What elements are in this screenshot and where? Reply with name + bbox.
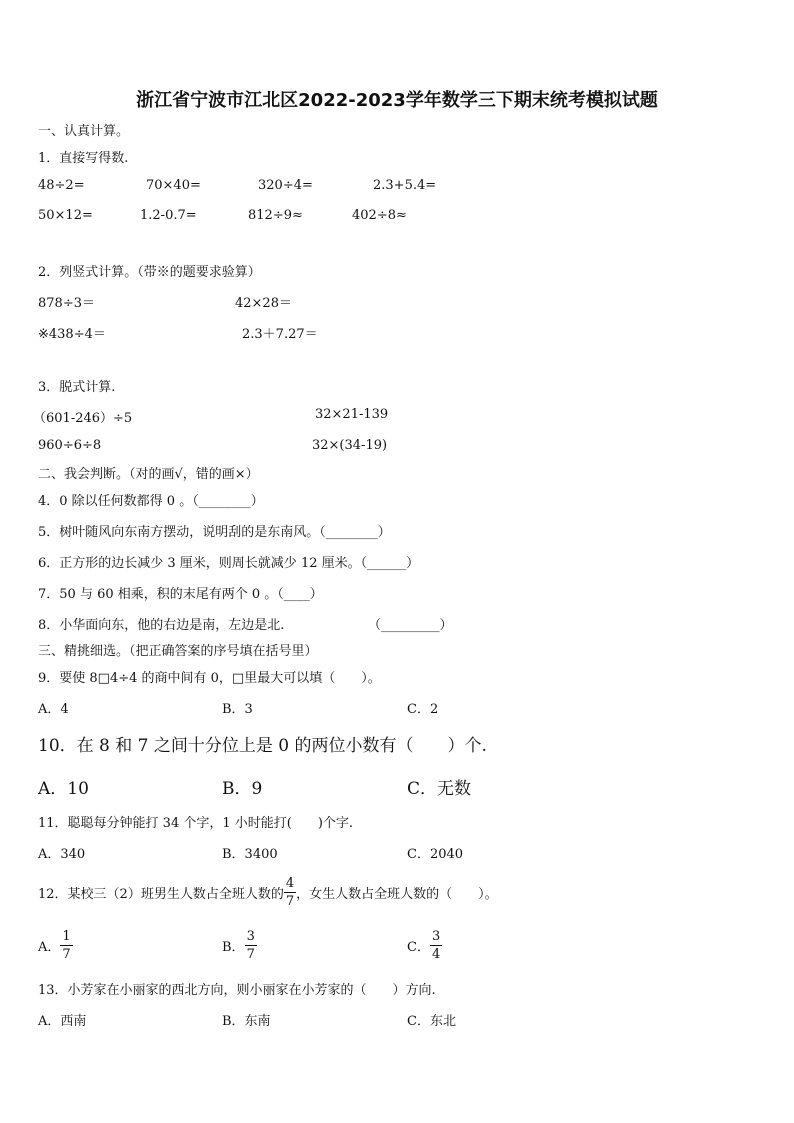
question-1-label: 1．直接写得数. xyxy=(38,151,129,166)
section-2-heading: 二、我会判断。（对的画√，错的画×） xyxy=(38,467,259,482)
fraction-denominator: 7 xyxy=(62,947,71,962)
q1-item: 2.3+5.4= xyxy=(373,178,437,193)
q1-item: 812÷9≈ xyxy=(248,208,303,223)
option-a: A．340 xyxy=(38,847,86,862)
fraction-numerator: 1 xyxy=(62,929,71,944)
option-c: C．2040 xyxy=(407,847,464,862)
option-b xyxy=(222,930,257,961)
page-title: 浙江省宁波市江北区2022-2023学年数学三下期末统考模拟试题 xyxy=(136,90,658,111)
q3-item: 32×(34-19) xyxy=(312,438,388,453)
question-12-stem xyxy=(38,877,498,908)
judge-answer-blank: （_________） xyxy=(368,618,453,633)
judge-item: 5．树叶随风向东南方摆动，说明刮的是东南风。（________） xyxy=(38,525,391,540)
q2-item: 42×28＝ xyxy=(235,296,292,311)
option-b: B．9 xyxy=(222,779,263,799)
question-2-label: 2．列竖式计算。（带※的题要求验算） xyxy=(38,265,261,280)
question-3-label: 3．脱式计算. xyxy=(38,380,116,395)
fraction xyxy=(245,930,257,961)
q1-item: 320÷4= xyxy=(258,178,313,193)
question-9-stem: 9．要使 8□4÷4 的商中间有 0，□里最大可以填（ ）。 xyxy=(38,671,381,686)
fraction xyxy=(60,930,72,961)
fraction-denominator: 4 xyxy=(431,947,441,962)
q12-stem-end: ，女生人数占全班人数的（ ）。 xyxy=(296,887,498,902)
option-b: B．东南 xyxy=(222,1014,271,1029)
fraction-denominator: 7 xyxy=(246,947,255,962)
question-13-stem: 13．小芳家在小丽家的西北方向，则小丽家在小芳家的（ ）方向. xyxy=(38,983,436,998)
option-a xyxy=(38,930,73,961)
option-a: A．西南 xyxy=(38,1014,87,1029)
q1-item: 402÷8≈ xyxy=(352,208,407,223)
q2-item: 2.3＋7.27＝ xyxy=(242,327,318,342)
judge-item: 4．0 除以任何数都得 0 。（________） xyxy=(38,494,264,509)
fraction xyxy=(284,877,296,908)
q1-item: 70×40= xyxy=(146,178,201,193)
option-a: A．10 xyxy=(38,779,89,799)
question-11-stem: 11．聪聪每分钟能打 34 个字，1 小时能打( )个字. xyxy=(38,816,354,831)
q2-item: ※438÷4＝ xyxy=(38,327,106,342)
section-1-heading: 一、认真计算。 xyxy=(38,124,130,139)
section-3-heading: 三、精挑细选。（把正确答案的序号填在括号里） xyxy=(38,644,318,659)
option-c: C．东北 xyxy=(407,1014,456,1029)
option-letter: A． xyxy=(38,940,61,955)
judge-item: 7．50 与 60 相乘，积的末尾有两个 0 。（____） xyxy=(38,587,323,602)
q12-stem-start: 12．某校三（2）班男生人数占全班人数的 xyxy=(38,887,284,902)
question-10-stem: 10．在 8 和 7 之间十分位上是 0 的两位小数有（ ）个. xyxy=(38,736,487,756)
option-c: C．2 xyxy=(407,702,439,717)
q2-item: 878÷3＝ xyxy=(38,296,95,311)
option-letter: B． xyxy=(222,940,245,955)
q1-item: 1.2-0.7= xyxy=(140,208,197,223)
fraction-numerator: 3 xyxy=(246,929,255,944)
option-c xyxy=(407,930,442,961)
option-c: C．无数 xyxy=(407,779,472,799)
option-b: B．3 xyxy=(222,702,253,717)
q3-item: 32×21-139 xyxy=(315,407,389,422)
option-letter: C． xyxy=(407,940,430,955)
judge-item: 6．正方形的边长减少 3 厘米，则周长就减少 12 厘米。（______） xyxy=(38,556,420,571)
option-b: B．3400 xyxy=(222,847,278,862)
fraction-numerator: 4 xyxy=(285,876,295,891)
option-a: A．4 xyxy=(38,702,69,717)
q1-item: 50×12= xyxy=(38,208,93,223)
q3-item: （601-246）÷5 xyxy=(33,411,133,426)
judge-item: 8．小华面向东，他的右边是南，左边是北. xyxy=(38,618,285,633)
fraction xyxy=(430,930,442,961)
q3-item: 960÷6÷8 xyxy=(38,438,102,453)
q1-item: 48÷2= xyxy=(38,178,85,193)
fraction-denominator: 7 xyxy=(285,894,295,909)
fraction-numerator: 3 xyxy=(431,929,441,944)
